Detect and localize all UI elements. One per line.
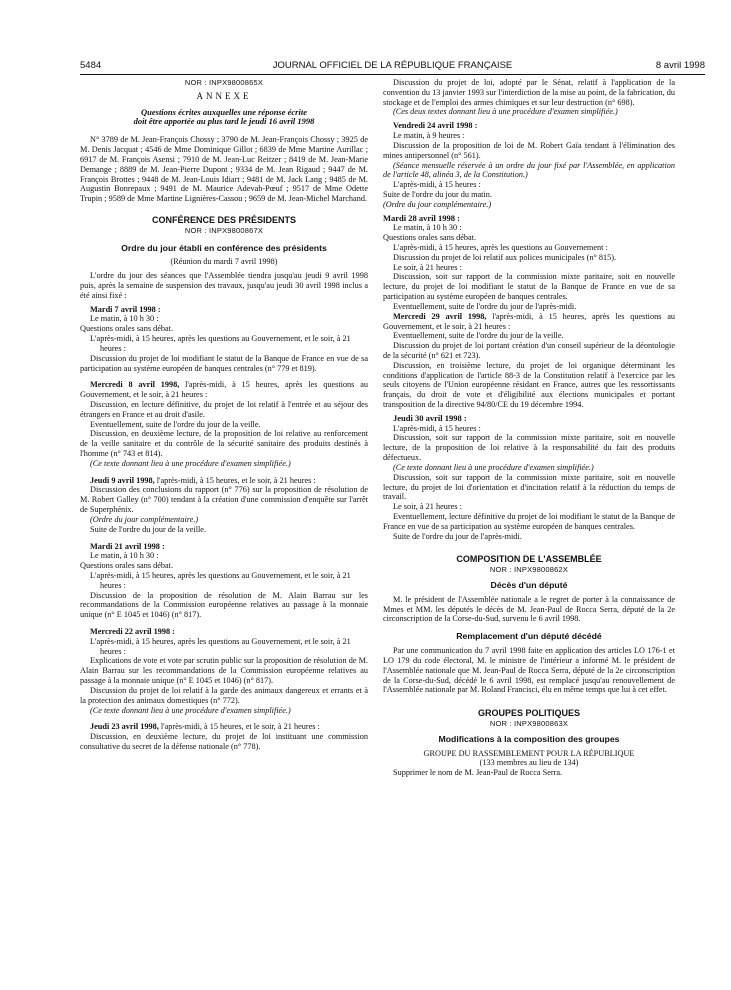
mercredi-29-item-3: Discussion, en troisième lecture, du projet de loi organique déterminant les conditions d'application de l'article 88-3 de la Constitution relatif à l'exercice par les seuls citoyens de l'Union européenne résidant en France, autres que les ressortissants français, du droit de vote et d'éligibilité aux élections municipales et portant transposition de la directive 94/80/CE du 19 décembre 1994. (383, 360, 675, 409)
day-heading-jeudi-23: Jeudi 23 avril 1998, (90, 722, 159, 732)
groupe-name: GROUPE DU RASSEMBLEMENT POUR LA RÉPUBLIQUE (423, 748, 635, 758)
jeudi-9-heading (80, 476, 368, 486)
issue-date: 8 avril 1998 (655, 60, 705, 71)
jeudi-23-item-1: Discussion, en deuxième lecture, du projet de loi instituant une commission consultative du secret de la défense nationale (n° 778). (80, 732, 368, 751)
day-heading-mardi-21: Mardi 21 avril 1998 : (90, 541, 165, 551)
vendredi-24-note: (Séance mensuelle réservée à un ordre du jour fixé par l'Assemblée, en application de l'article 48, alinéa 3, de la Constitution.) (383, 160, 675, 180)
mardi-28-apres-midi: L'après-midi, à 15 heures, après les questions au Gouvernement : (393, 243, 608, 252)
mardi-28-item-3: Eventuellement, suite de l'ordre du jour de l'après-midi. (393, 301, 577, 311)
mardi-21-matin: Le matin, à 10 h 30 : (90, 551, 159, 561)
vendredi-24-matin: Le matin, à 9 heures : (393, 131, 465, 141)
questions-title-line1: Questions écrites auxquelles une réponse écrite (141, 106, 307, 117)
jeudi-30-soir: Le soir, à 21 heures : (393, 502, 462, 512)
groupe-action: Supprimer le nom de M. Jean-Paul de Rocca Serra. (393, 768, 563, 778)
mercredi-8-item-3: Discussion, en deuxième lecture, de la proposition de loi relative au renforcement de la veille sanitaire et du contrôle de la sécurité sanitaire des produits destinés à l'homme (n° 743 et 814). (80, 429, 368, 458)
reunion-date: (Réunion du mardi 7 avril 1998) (170, 257, 278, 267)
remplacement-text: Par une communication du 7 avril 1998 faite en application des articles LO 176-1 et LO 179 du code électoral, M. le ministre de l'intérieur a informé M. le président de l'Assemblée nationale que M. Jean-Paul de Rocca Serra, député de la 2e circonscription de la Corse-du-Sud, décédé le 6 avril 1998, est remplacé jusqu'au renouvellement de l'Assemblée nationale par M. Roland Francisci, élu en même temps que lui à cet effet. (383, 646, 675, 695)
modifications-title: Modifications à la composition des groupes (438, 733, 620, 744)
questions-list: N° 3789 de M. Jean-François Chossy ; 3790 de M. Jean-François Chossy ; 3925 de M. Denis Jacquat ; 4546 de Mme Dominique Gillot ; 6839 de Mme Martine Aurillac ; 6917 de M. François Asensi ; 7910 de M. Jean-Luc Reitzer ; 8419 de M. Jean-Marie Demange ; 8889 de M. Jean-Pierre Dupont ; 9334 de M. Jean Rigaud ; 9447 de M. François Brottes ; 9448 de M. Jean-Louis Idiart ; 9481 de M. Jack Lang ; 9485 de M. Augustin Bonrepaux ; 9491 de M. Maurice Adevah-Pœuf ; 9517 de Mme Odette Trupin ; 9589 de Mme Martine Lignières-Cassou ; 9659 de M. Jean-Michel Marchand. (80, 135, 368, 204)
vendredi-24-note-2: (Ordre du jour complémentaire.) (383, 199, 492, 209)
jeudi-30-item-3: Eventuellement, lecture définitive du projet de loi modifiant le statut de la Banque de France en vue de sa participation au système européen de banques centrales. (383, 511, 675, 531)
mardi-28-matin: Le matin, à 10 h 30 : (393, 223, 462, 233)
mardi-21-apres-midi: L'après-midi, à 15 heures, après les questions au Gouvernement, et le soir, à 21 heures : (90, 570, 351, 590)
mercredi-29-item-2: Discussion du projet de loi portant création d'un conseil supérieur de la déontologie de la sécurité (n° 621 et 723). (383, 341, 675, 360)
remplacement-title: Remplacement d'un député décédé (456, 631, 602, 642)
composition-nor: NOR : INPX9800862X (489, 565, 569, 575)
mercredi-22-note: (Ce texte donnant lieu à une procédure d'examen simplifiée.) (90, 705, 291, 715)
header-rule (80, 74, 705, 75)
groupes-nor: NOR : INPX9800863X (489, 718, 569, 728)
mercredi-29-item-1: Eventuellement, suite de l'ordre du jour de la veille. (393, 331, 564, 341)
annexe-title: ANNEXE (196, 90, 252, 101)
mercredi-8-note: (Ce texte donnant lieu à une procédure d'examen simplifiée.) (90, 458, 291, 468)
mercredi-22-apres-midi: L'après-midi, à 15 heures, après les questions au Gouvernement, et le soir, à 21 heures : (90, 636, 351, 656)
mercredi-22-item-1: Explications de vote et vote par scrutin public sur la proposition de résolution de M. Alain Barrau sur les recommandations de la Commission européenne relatives au passage à la monnaie unique (n° E 1045 et 1046) (n° 817). (80, 656, 368, 686)
mardi-7-discussion: Discussion du projet de loi modifiant le statut de la Banque de France en vue de sa participation au système européen de banques centrales (n° 779 et 819). (80, 353, 368, 373)
groupe-membres: (133 membres au lieu de 134) (479, 758, 579, 768)
mardi-28-questions: Questions orales sans débat. (383, 233, 477, 243)
conference-nor: NOR : INPX9800867X (184, 225, 264, 235)
page-number: 5484 (80, 60, 102, 71)
vendredi-24-apres-midi: L'après-midi, à 15 heures : (393, 180, 481, 190)
mercredi-8-schedule: l'après-midi, à 15 heures, après les questions au Gouvernement, et le soir, à 21 heures : (80, 380, 368, 400)
page-header (80, 60, 705, 74)
annexe-nor: NOR : INPX9800865X (184, 78, 264, 87)
groupes-title: GROUPES POLITIQUES (477, 708, 580, 719)
jeudi-30-apres-midi: L'après-midi, à 15 heures : (393, 423, 481, 433)
mercredi-8-item-2: Eventuellement, suite de l'ordre du jour de la veille. (90, 419, 261, 429)
mardi-28-item-2: Discussion, soit sur rapport de la commission mixte paritaire, soit en nouvelle lecture, du projet de loi modifiant le statut de la Banque de France en vue de sa participation au système européen de banques centrales. (383, 272, 675, 302)
jeudi-23-heading (80, 722, 368, 732)
jeudi-23-schedule: l'après-midi, à 15 heures, et le soir, à 21 heures : (160, 722, 320, 732)
mercredi-29-heading (383, 312, 675, 332)
jeudi-30-item-1: Discussion, soit sur rapport de la commission mixte paritaire, soit en nouvelle lecture, de la proposition de loi relative à la responsabilité du fait des produits défectueux. (383, 433, 675, 463)
ordre-du-jour-title: Ordre du jour établi en conférence des présidents (121, 242, 327, 253)
jeudi-23-note: (Ces deux textes donnant lieu à une procédure d'examen simplifiée.) (393, 107, 618, 117)
day-heading-mercredi-29: Mercredi 29 avril 1998, (393, 311, 487, 321)
right-column (383, 78, 675, 778)
day-heading-jeudi-30: Jeudi 30 avril 1998 : (393, 412, 467, 423)
left-column (80, 78, 368, 752)
day-heading-mercredi-22: Mercredi 22 avril 1998 : (90, 627, 175, 636)
deces-title: Décès d'un député (490, 580, 568, 590)
jeudi-9-item-2: Suite de l'ordre du jour de la veille. (90, 524, 207, 534)
composition-title: COMPOSITION DE L'ASSEMBLÉE (456, 554, 602, 565)
mardi-28-item-1: Discussion du projet de loi relatif aux polices municipales (n° 815). (393, 252, 617, 262)
jeudi-9-schedule: l'après-midi, à 15 heures, et le soir, à 21 heures : (156, 475, 316, 485)
jeudi-30-note: (Ce texte donnant lieu à une procédure d'examen simplifiée.) (393, 462, 594, 472)
vendredi-24-item-2: Suite de l'ordre du jour du matin. (383, 189, 492, 199)
mardi-7-apres-midi: L'après-midi, à 15 heures, après les questions au Gouvernement, et le soir, à 21 heures : (90, 334, 351, 353)
vendredi-24-item-1: Discussion de la proposition de loi de M. Robert Gaïa tendant à l'élimination des mines antipersonnel (n° 561). (383, 140, 675, 160)
conference-title: CONFÉRENCE DES PRÉSIDENTS (151, 214, 297, 225)
day-heading-jeudi-9: Jeudi 9 avril 1998, (90, 475, 155, 485)
jeudi-30-item-2: Discussion, soit sur rapport de la commission mixte paritaire, soit en nouvelle lecture, du projet de loi d'orientation et d'incitation relatif à la réduction du temps de travail. (383, 472, 675, 502)
ordre-intro: L'ordre du jour des séances que l'Assemblée tiendra jusqu'au jeudi 9 avril 1998 puis, après la semaine de suspension des travaux, jusqu'au jeudi 30 avril 1998 inclus a été ainsi fixé : (80, 271, 368, 300)
questions-title-line2: doit être apportée au plus tard le jeudi 16 avril 1998 (133, 116, 315, 127)
jeudi-30-item-4: Suite de l'ordre du jour de l'après-midi. (393, 531, 522, 541)
jeudi-9-item-1: Discussion des conclusions du rapport (n° 776) sur la proposition de résolution de M. Robert Galley (n° 700) tendant à la création d'une commission d'enquête sur l'arrêt de Superphénix. (80, 485, 368, 515)
mardi-28-soir: Le soir, à 21 heures : (393, 262, 462, 272)
day-heading-vendredi-24: Vendredi 24 avril 1998 : (393, 121, 478, 131)
jeudi-9-note: (Ordre du jour complémentaire.) (90, 514, 199, 524)
journal-title: JOURNAL OFFICIEL DE LA RÉPUBLIQUE FRANÇAISE (272, 60, 513, 71)
day-heading-mardi-28: Mardi 28 avril 1998 : (383, 212, 460, 223)
mardi-21-questions: Questions orales sans débat. (80, 561, 174, 571)
mardi-7-matin: Le matin, à 10 h 30 : (90, 314, 159, 324)
mardi-21-discussion: Discussion de la proposition de résolution de M. Alain Barrau sur les recommandations de la Commission européenne relatives au passage à la monnaie unique (n° E 1045 et 1046) (n° 817). (80, 590, 368, 620)
mardi-7-questions: Questions orales sans débat. (80, 324, 174, 334)
jeudi-23-item-2: Discussion du projet de loi, adopté par le Sénat, relatif à l'application de la convention du 13 janvier 1993 sur l'interdiction de la mise au point, de la fabrication, du stockage et de l'emploi des armes chimiques et sur leur destruction (n° 698). (383, 78, 675, 107)
deces-text: M. le président de l'Assemblée nationale a le regret de porter à la connaissance de Mmes et MM. les députés le décès de M. Jean-Paul de Rocca Serra, député de la 2e circonscription de la Corse-du-Sud, survenu le 6 avril 1998. (383, 594, 675, 624)
questions-title (80, 108, 368, 128)
mercredi-22-item-2: Discussion du projet de loi relatif à la garde des animaux dangereux et errants et à la protection des animaux domestiques (n° 772). (80, 685, 368, 705)
mercredi-8-item-1: Discussion, en lecture définitive, du projet de loi relatif à l'entrée et au séjour des étrangers en France et au droit d'asile. (80, 399, 368, 419)
day-heading-mardi-7: Mardi 7 avril 1998 : (90, 304, 161, 314)
mercredi-29-schedule: l'après-midi, à 15 heures, après les questions au Gouvernement, et le soir, à 21 heures : (383, 311, 675, 331)
day-heading-mercredi-8: Mercredi 8 avril 1998, (90, 380, 180, 390)
mercredi-8-heading (80, 380, 368, 400)
